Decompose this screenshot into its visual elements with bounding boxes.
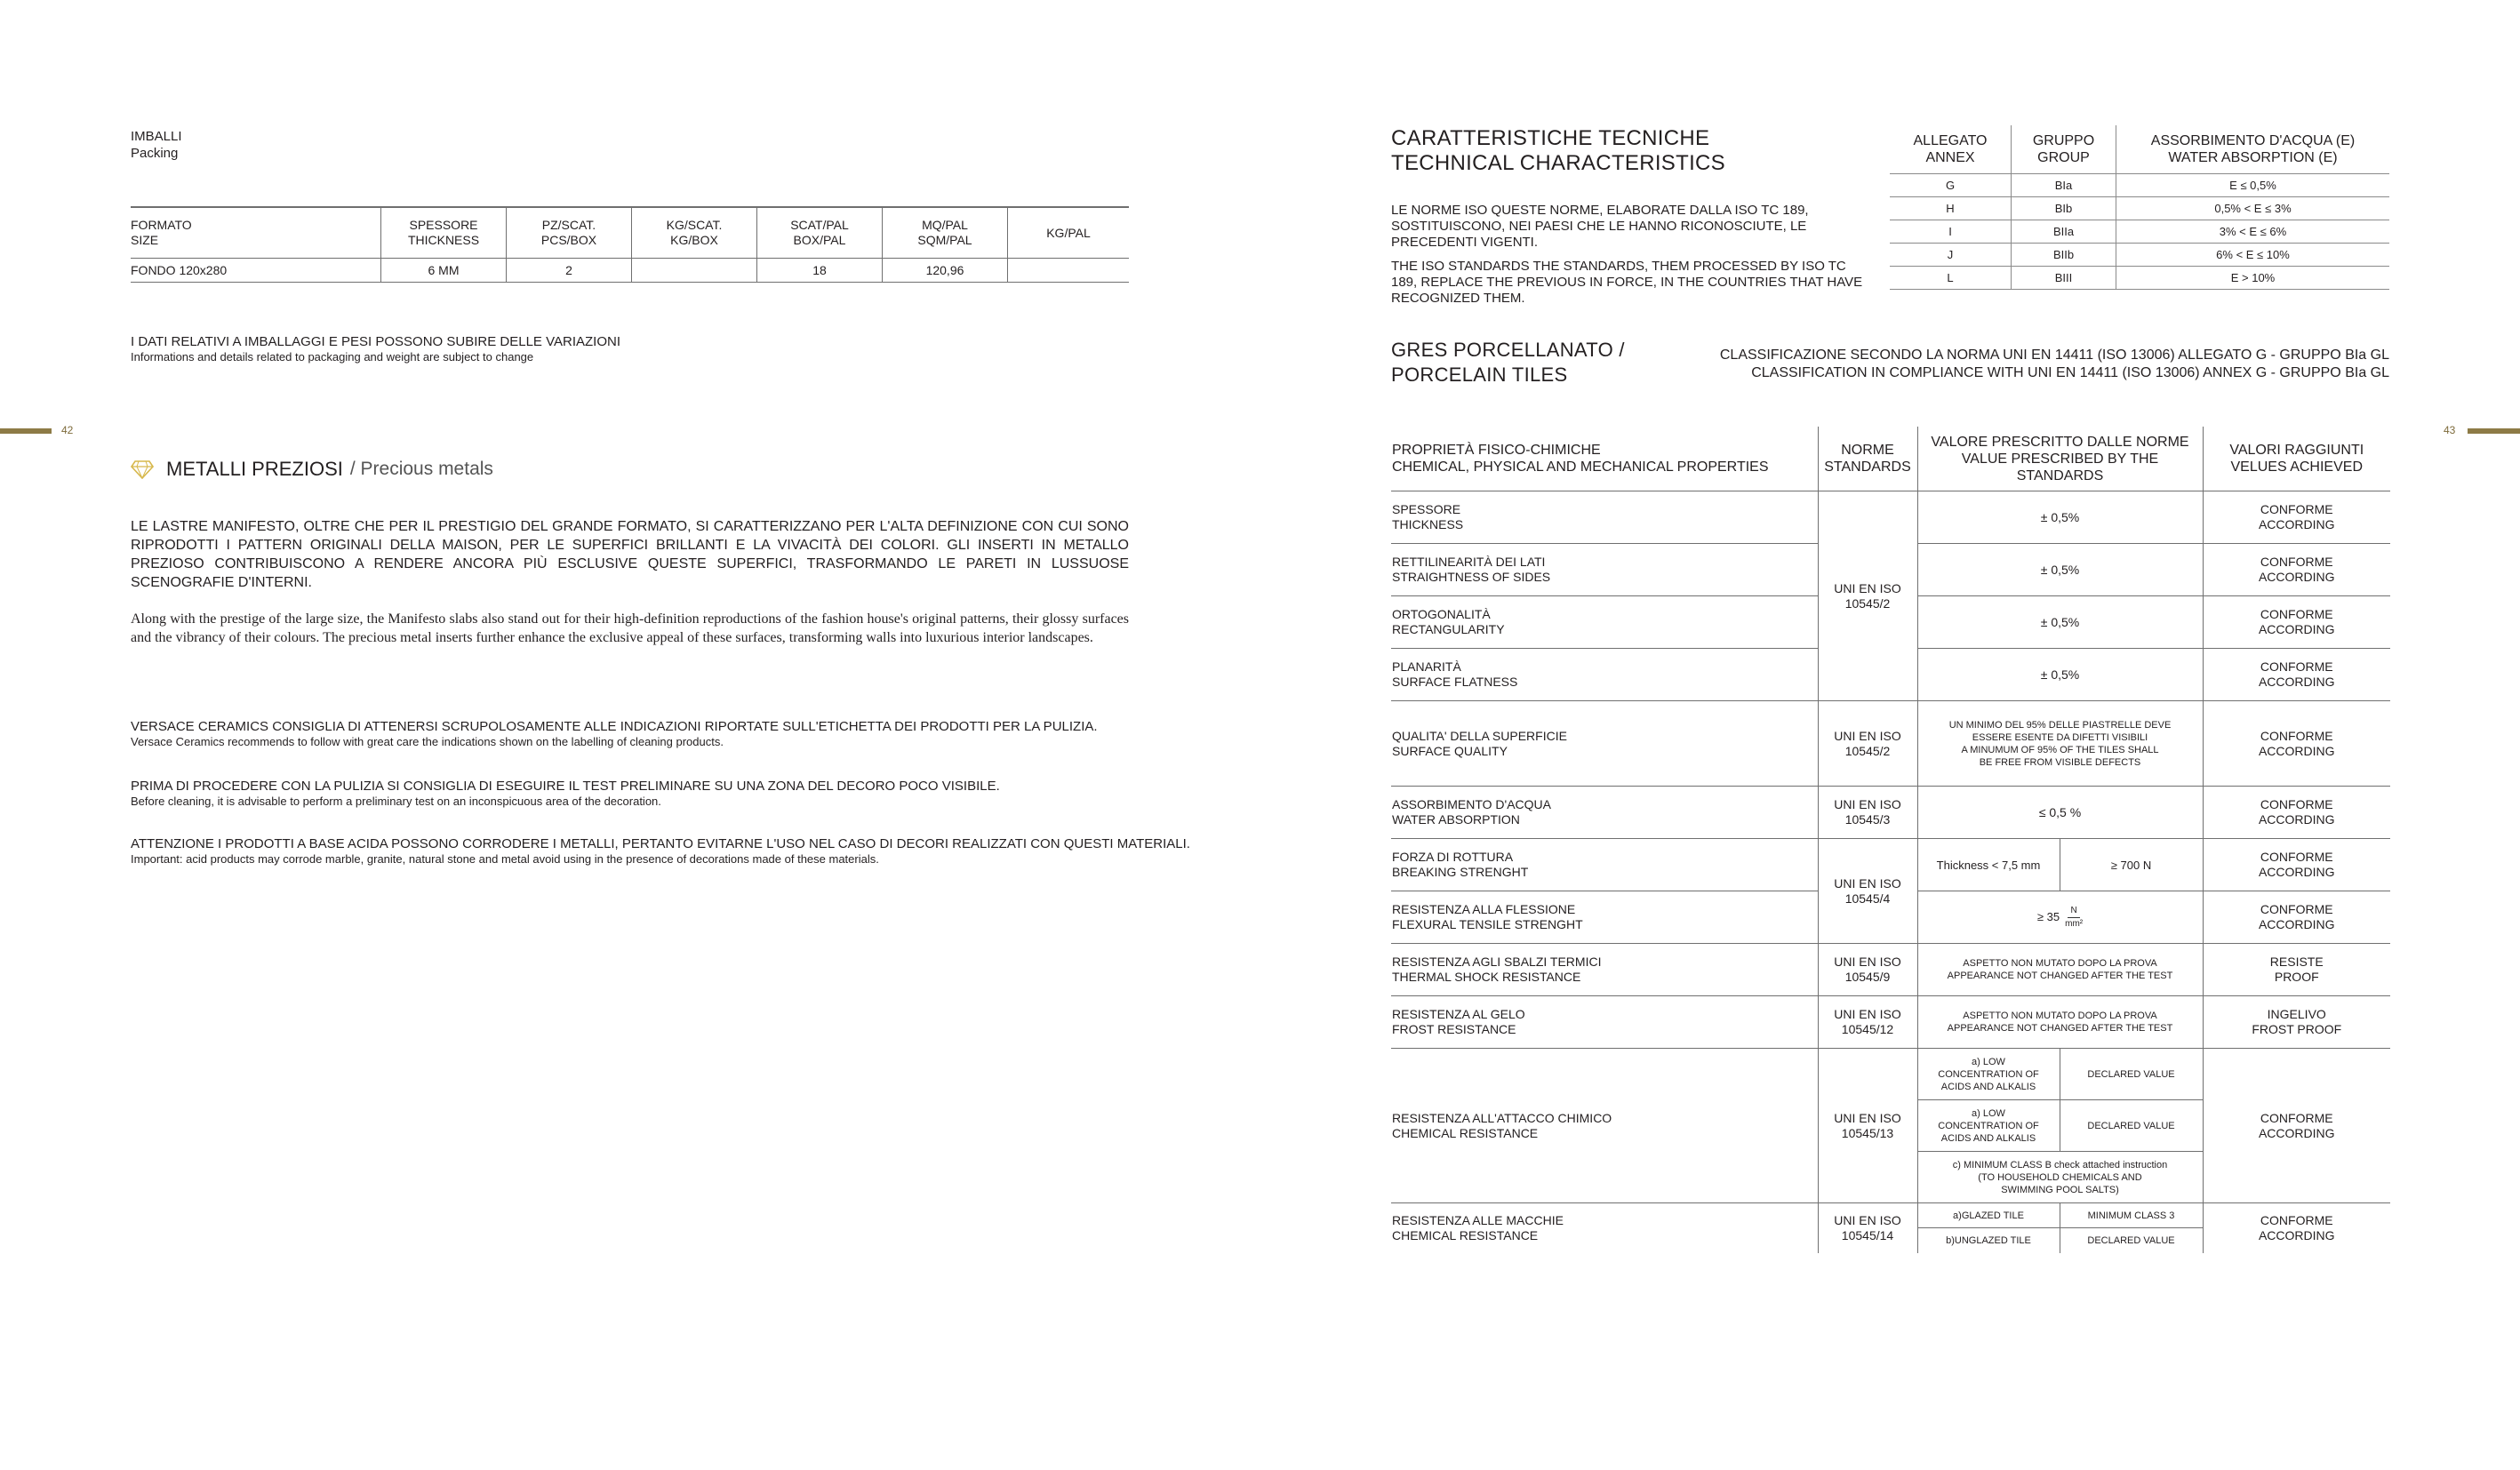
col-pcs-box: PZ/SCAT. PCS/BOX [507, 207, 632, 259]
diamond-icon [131, 459, 154, 479]
gres-title: GRES PORCELLANATO / PORCELAIN TILES [1391, 339, 1625, 386]
table-row: ORTOGONALITÀ RECTANGULARITY ± 0,5% CONFORME ACCORDING [1391, 596, 2390, 649]
table-row: I BIIa 3% < E ≤ 6% [1890, 220, 2389, 244]
packing-note: I DATI RELATIVI A IMBALLAGGI E PESI POSSONO SUBIRE DELLE VARIAZIONI Informations and details related to packaging and weight are subject to change [131, 334, 620, 364]
right-page-marker [2468, 428, 2520, 434]
metals-paragraph-en: Along with the prestige of the large size, the Manifesto slabs also stand out for their high-definition reproductions of the fashion house's original patterns, their glossy surfaces and the vibrancy of their colours. The precious metal inserts further enhance the exclusive appeal of these surfaces, transforming walls into luxurious interior landscapes. [131, 611, 1129, 645]
table-row: FORZA DI ROTTURA BREAKING STRENGHT UNI EN ISO 10545/4 Thickness < 7,5 mm ≥ 700 N CONFORME ACCORDING [1391, 839, 2390, 891]
table-row: SPESSORE THICKNESS UNI EN ISO 10545/2 ± 0,5% CONFORME ACCORDING [1391, 491, 2390, 544]
table-row: G BIa E ≤ 0,5% [1890, 174, 2389, 197]
metals-paragraph-it: LE LASTRE MANIFESTO, OLTRE CHE PER IL PRESTIGIO DEL GRANDE FORMATO, SI CARATTERIZZANO PER L'ALTA DEFINIZIONE CON CUI SONO RIPRODOTTI I PATTERN ORIGINALI DELLA MAISON, PER LE SUPERFICI BRILLANTI E LA VIVACITÀ DEI COLORI. GLI INSERTI IN METALLO PREZIOSO CONTRIBUISCONO A RENDERE ANCORA PIÙ ESCLUSIVE QUESTE SUPERFICI, TRASFORMANDO LE PARETI IN LUSSUOSE SCENOGRAFIE D'INTERNI. [131, 519, 1129, 590]
table-row: FONDO 120x280 6 MM 2 18 120,96 [131, 259, 1129, 283]
annex-table [1890, 125, 2389, 290]
table-row: c) MINIMUM CLASS B check attached instruction (TO HOUSEHOLD CHEMICALS AND SWIMMING POOL SALTS) [1391, 1152, 2390, 1203]
col-kg-pal: KG/PAL [1008, 207, 1130, 259]
table-row: QUALITA' DELLA SUPERFICIE SURFACE QUALITY UNI EN ISO 10545/2 UN MINIMO DEL 95% DELLE PIASTRELLE DEVE ESSERE ESENTE DA DIFETTI VISIBILI A MINUMUM OF 95% OF THE TILES SHALL BE FREE FROM VISIBLE DEFECTS CONFORME ACCORDING [1391, 701, 2390, 787]
col-prescribed: VALORE PRESCRITTO DALLE NORME VALUE PRESCRIBED BY THE STANDARDS [1917, 427, 2203, 491]
iso-note: LE NORME ISO QUESTE NORME, ELABORATE DALLA ISO TC 189, SOSTITUISCONO, NEI PAESI CHE LE HANNO RICONOSCIUTE, LE PRECEDENTI VIGENTI. THE ISO STANDARDS THE STANDARDS, THEM PROCESSED BY ISO TC 189, REPLACE THE PREVIOUS IN FORCE, IN THE COUNTRIES THAT HAVE RECOGNIZED THEM. [1391, 203, 1863, 306]
right-page-number: 43 [2444, 424, 2456, 436]
table-row: RESISTENZA ALLE MACCHIE CHEMICAL RESISTANCE UNI EN ISO 10545/14 a)GLAZED TILE MINIMUM CLASS 3 CONFORME ACCORDING [1391, 1203, 2390, 1228]
col-size: FORMATO SIZE [131, 207, 381, 259]
packing-table [131, 206, 1129, 283]
col-sqm-pal: MQ/PAL SQM/PAL [883, 207, 1008, 259]
table-row: RETTILINEARITÀ DEI LATI STRAIGHTNESS OF SIDES ± 0,5% CONFORME ACCORDING [1391, 544, 2390, 596]
metals-heading: METALLI PREZIOSI / Precious metals [131, 458, 493, 481]
cleaning-note-1: VERSACE CERAMICS CONSIGLIA DI ATTENERSI SCRUPOLOSAMENTE ALLE INDICAZIONI RIPORTATE SULL'ETICHETTA DEI PRODOTTI PER LA PULIZIA. Versace Ceramics recommends to follow with great care the indications shown on the labelling of cleaning products. [131, 719, 1098, 748]
col-thickness: SPESSORE THICKNESS [381, 207, 507, 259]
table-row: H BIb 0,5% < E ≤ 3% [1890, 197, 2389, 220]
properties-header-row [1391, 427, 2390, 491]
cleaning-note-3: ATTENZIONE I PRODOTTI A BASE ACIDA POSSONO CORRODERE I METALLI, PERTANTO EVITARNE L'USO NEL CASO DI DECORI REALIZZATI CON QUESTI MATERIALI. Important: acid products may corrode marble, granite, natural stone and metal avoid using in the presence of decorations made of these materials. [131, 836, 1190, 866]
table-row: ASSORBIMENTO D'ACQUA WATER ABSORPTION UNI EN ISO 10545/3 ≤ 0,5 % CONFORME ACCORDING [1391, 787, 2390, 839]
left-page-marker [0, 428, 52, 434]
properties-table [1391, 427, 2390, 1253]
table-row: a) LOW CONCENTRATION OF ACIDS AND ALKALIS DECLARED VALUE [1391, 1100, 2390, 1152]
gres-classification: CLASSIFICAZIONE SECONDO LA NORMA UNI EN 14411 (ISO 13006) ALLEGATO G - GRUPPO BIa GL CLASSIFICATION IN COMPLIANCE WITH UNI EN 14411 (ISO 13006) ANNEX G - GRUPPO BIa GL [1719, 348, 2389, 380]
col-kg-box: KG/SCAT. KG/BOX [632, 207, 757, 259]
cleaning-note-2: PRIMA DI PROCEDERE CON LA PULIZIA SI CONSIGLIA DI ESEGUIRE IL TEST PRELIMINARE SU UNA ZONA DEL DECORO POCO VISIBILE. Before cleaning, it is advisable to perform a preliminary test on an inconspicuous area of the decoration. [131, 779, 1000, 808]
table-row: RESISTENZA AL GELO FROST RESISTANCE UNI EN ISO 10545/12 ASPETTO NON MUTATO DOPO LA PROVA APPEARANCE NOT CHANGED AFTER THE TEST INGELIVO FROST PROOF [1391, 996, 2390, 1049]
col-standard: NORME STANDARDS [1818, 427, 1917, 491]
table-row: RESISTENZA AGLI SBALZI TERMICI THERMAL SHOCK RESISTANCE UNI EN ISO 10545/9 ASPETTO NON MUTATO DOPO LA PROVA APPEARANCE NOT CHANGED AFTER THE TEST RESISTE PROOF [1391, 944, 2390, 996]
col-achieved: VALORI RAGGIUNTI VELUES ACHIEVED [2203, 427, 2390, 491]
packing-title: IMBALLI Packing [131, 129, 182, 161]
table-row: J BIIb 6% < E ≤ 10% [1890, 244, 2389, 267]
annex-header-row: ALLEGATO ANNEX GRUPPO GROUP ASSORBIMENTO D'ACQUA (E) WATER ABSORPTION (E) [1890, 125, 2389, 174]
left-page-number: 42 [61, 424, 74, 436]
col-box-pal: SCAT/PAL BOX/PAL [757, 207, 883, 259]
table-row: PLANARITÀ SURFACE FLATNESS ± 0,5% CONFORME ACCORDING [1391, 649, 2390, 701]
col-property: PROPRIETÀ FISICO-CHIMICHE CHEMICAL, PHYSICAL AND MECHANICAL PROPERTIES [1391, 427, 1818, 491]
table-row: b)UNGLAZED TILE DECLARED VALUE [1391, 1228, 2390, 1253]
packing-header-row [131, 207, 1129, 259]
table-row: RESISTENZA ALL'ATTACCO CHIMICO CHEMICAL RESISTANCE UNI EN ISO 10545/13 a) LOW CONCENTRATION OF ACIDS AND ALKALIS DECLARED VALUE CONFORME ACCORDING [1391, 1049, 2390, 1100]
tech-title: CARATTERISTICHE TECNICHE TECHNICAL CHARACTERISTICS [1391, 126, 1725, 175]
table-row: L BIII E > 10% [1890, 267, 2389, 290]
table-row: RESISTENZA ALLA FLESSIONE FLEXURAL TENSILE STRENGHT ≥ 35 $\frac{N}{\text{mm²}}$ CONFORME ACCORDING [1391, 891, 2390, 944]
